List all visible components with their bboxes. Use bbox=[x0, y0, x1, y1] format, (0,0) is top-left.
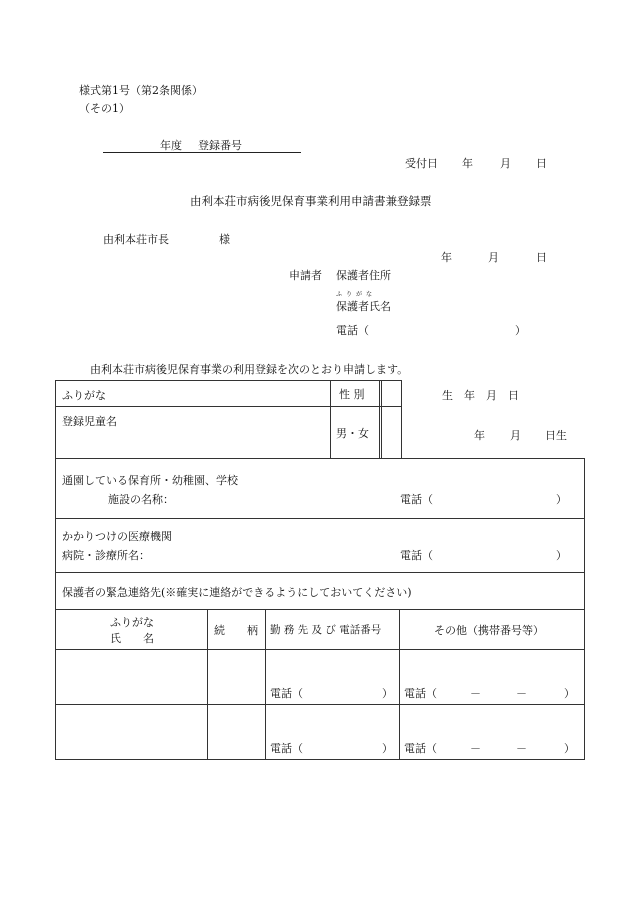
applicant-phone-label: 電話（ bbox=[336, 324, 369, 337]
gender-column bbox=[330, 380, 380, 459]
emergency-col-workplace bbox=[266, 610, 400, 650]
document-title: 由利本荘市病後児保育事業利用申請書兼登録票 bbox=[190, 194, 432, 208]
facility-name-label: 施設の名称： bbox=[108, 493, 174, 506]
birth-header: 生 年 月 日 bbox=[442, 389, 519, 402]
row2-other-phone-close: ） bbox=[564, 742, 575, 755]
emergency-col-name bbox=[56, 610, 208, 650]
registration-table bbox=[55, 380, 585, 610]
emergency-row1-workplace[interactable] bbox=[266, 650, 400, 705]
birth-header-cell bbox=[382, 381, 519, 407]
hospital-phone-label: 電話（ bbox=[400, 549, 433, 562]
form-sub: （その1） bbox=[79, 102, 130, 115]
received-year: 年 bbox=[462, 157, 473, 170]
received-day: 日 bbox=[536, 157, 547, 170]
emergency-row1-other[interactable] bbox=[400, 650, 585, 705]
emergency-table bbox=[55, 609, 585, 760]
emergency-row2-relation[interactable] bbox=[208, 705, 266, 760]
birth-date-cell[interactable] bbox=[382, 407, 567, 459]
relation-header: 続 柄 bbox=[214, 624, 258, 637]
birth-day: 日生 bbox=[545, 429, 567, 442]
emergency-row1-name[interactable] bbox=[56, 650, 208, 705]
applicant-phone-close: ） bbox=[515, 324, 526, 337]
emergency-heading-cell bbox=[56, 573, 585, 610]
birth-year: 年 bbox=[474, 429, 485, 442]
row2-dash-2: － bbox=[516, 742, 527, 755]
emergency-row2-other[interactable] bbox=[400, 705, 585, 760]
medical-heading: かかりつけの医療機関 bbox=[62, 530, 172, 543]
emergency-furigana-header: ふりがな bbox=[110, 616, 154, 629]
mayor-label: 由利本荘市長 bbox=[103, 233, 169, 246]
row1-dash-1: － bbox=[470, 687, 481, 700]
date-day: 日 bbox=[536, 251, 547, 264]
gender-options[interactable]: 男・女 bbox=[336, 427, 369, 440]
emergency-col-relation bbox=[208, 610, 266, 650]
fiscal-year-label: 年度 bbox=[160, 139, 182, 152]
row2-dash-1: － bbox=[470, 742, 481, 755]
applicant-label: 申請者 bbox=[289, 269, 322, 282]
emergency-row1-relation[interactable] bbox=[208, 650, 266, 705]
gender-label: 性 別 bbox=[339, 388, 365, 401]
row2-other-phone: 電話（ bbox=[404, 742, 437, 755]
emergency-col-other bbox=[400, 610, 585, 650]
facility-phone-close: ） bbox=[556, 493, 567, 506]
date-year: 年 bbox=[441, 251, 452, 264]
guardian-name-text: 保護者氏名 bbox=[336, 300, 391, 313]
child-name-label: 登録児童名 bbox=[62, 415, 117, 428]
emergency-row2-workplace[interactable] bbox=[266, 705, 400, 760]
application-statement: 由利本荘市病後児保育事業の利用登録を次のとおり申請します。 bbox=[90, 363, 409, 376]
facility-heading: 通園している保育所・幼稚園、学校 bbox=[62, 474, 238, 487]
workplace-header: 勤 務 先 及 び 電話番号 bbox=[270, 624, 382, 636]
received-label: 受付日 bbox=[405, 157, 438, 170]
honorific: 様 bbox=[219, 233, 230, 246]
hospital-phone-close: ） bbox=[556, 549, 567, 562]
form-number: 様式第1号（第2条関係） bbox=[79, 84, 203, 97]
emergency-heading: 保護者の緊急連絡先(※確実に連絡ができるようにしておいてください) bbox=[62, 586, 412, 599]
registration-label: 登録番号 bbox=[198, 139, 242, 152]
registration-underline bbox=[103, 152, 301, 153]
date-month: 月 bbox=[488, 251, 499, 264]
hospital-label: 病院・診療所名： bbox=[62, 549, 150, 562]
birth-month: 月 bbox=[510, 429, 521, 442]
row1-dash-2: － bbox=[516, 687, 527, 700]
facility-cell[interactable] bbox=[56, 459, 585, 519]
medical-cell[interactable] bbox=[56, 519, 585, 573]
guardian-name-label bbox=[336, 291, 391, 314]
child-furigana-label: ふりがな bbox=[62, 389, 106, 402]
other-header: その他（携帯番号等） bbox=[434, 624, 544, 637]
guardian-name-ruby: ふりがな bbox=[336, 291, 377, 298]
row1-other-phone: 電話（ bbox=[404, 687, 437, 700]
row2-work-phone-close: ） bbox=[382, 742, 393, 755]
row1-other-phone-close: ） bbox=[564, 687, 575, 700]
row2-work-phone: 電話（ bbox=[270, 742, 303, 755]
emergency-row2-name[interactable] bbox=[56, 705, 208, 760]
emergency-name-header: 氏 名 bbox=[110, 632, 154, 645]
guardian-address-label: 保護者住所 bbox=[336, 269, 391, 282]
facility-phone-label: 電話（ bbox=[400, 493, 433, 506]
row1-work-phone: 電話（ bbox=[270, 687, 303, 700]
row1-work-phone-close: ） bbox=[382, 687, 393, 700]
received-month: 月 bbox=[500, 157, 511, 170]
